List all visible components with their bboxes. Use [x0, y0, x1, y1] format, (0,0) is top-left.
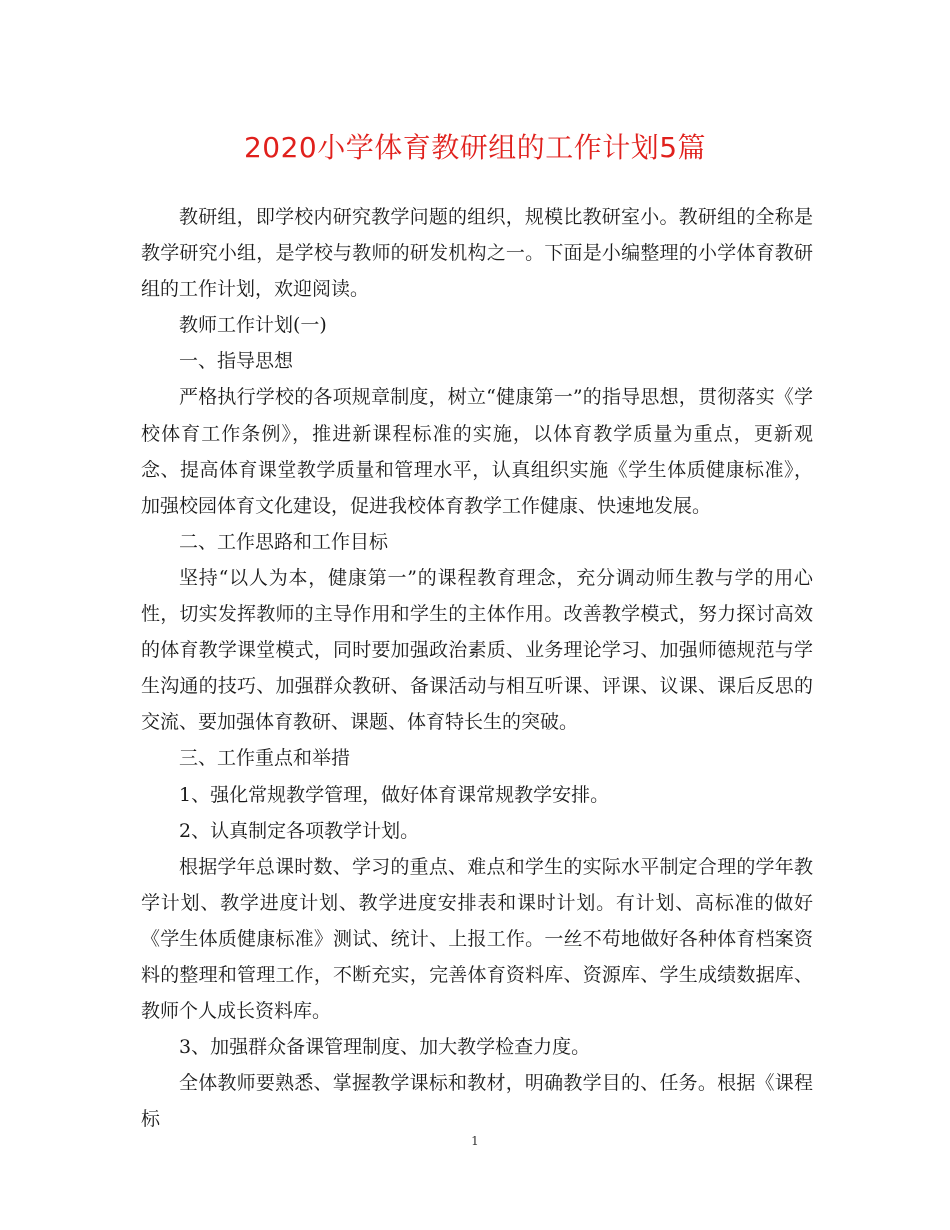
- intro-paragraph: 教研组，即学校内研究教学问题的组织，规模比教研室小。教研组的全称是教学研究小组，是学校与教师的研发机构之一。下面是小编整理的小学体育教研组的工作计划，欢迎阅读。: [141, 206, 813, 301]
- section-heading-plan-1: 教师工作计划(一): [179, 314, 327, 337]
- document-body: [141, 199, 813, 1137]
- list-item-2: 2、认真制定各项教学计划。: [179, 819, 420, 842]
- paragraph-teachers-standards: 全体教师要熟悉、掌握教学课标和教材，明确教学目的、任务。根据《课程标: [141, 1072, 813, 1131]
- heading-work-goals: 二、工作思路和工作目标: [179, 530, 389, 553]
- heading-guiding-ideology: 一、指导思想: [179, 350, 294, 373]
- list-item-1: 1、强化常规教学管理，做好体育课常规教学安排。: [179, 783, 610, 806]
- paragraph-guiding-ideology: 严格执行学校的各项规章制度，树立“健康第一”的指导思想，贯彻落实《学校体育工作条例》，推进新课程标准的实施，以体育教学质量为重点，更新观念、提高体育课堂教学质量和管理水平，认真组织实施《学生体质健康标准》，加强校园体育文化建设，促进我校体育教学工作健康、快速地发展。: [141, 386, 813, 517]
- paragraph-teaching-plans: 根据学年总课时数、学习的重点、难点和学生的实际水平制定合理的学年教学计划、教学进度计划、教学进度安排表和课时计划。有计划、高标准的做好《学生体质健康标准》测试、统计、上报工作。一丝不苟地做好各种体育档案资料的整理和管理工作，不断充实，完善体育资料库、资源库、学生成绩数据库、教师个人成长资料库。: [141, 855, 813, 1023]
- document-title: 2020小学体育教研组的工作计划5篇: [243, 131, 707, 164]
- list-item-3: 3、加强群众备课管理制度、加大教学检查力度。: [179, 1036, 591, 1059]
- heading-key-measures: 三、工作重点和举措: [179, 747, 351, 770]
- page-number: 1: [471, 1134, 479, 1148]
- paragraph-work-goals: 坚持“以人为本，健康第一”的课程教育理念，充分调动师生教与学的用心性，切实发挥教师的主导作用和学生的主体作用。改善教学模式，努力探讨高效的体育教学课堂模式，同时要加强政治素质、业务理论学习、加强师德规范与学生沟通的技巧、加强群众教研、备课活动与相互听课、评课、议课、课后反思的交流、要加强体育教研、课题、体育特长生的突破。: [141, 566, 813, 734]
